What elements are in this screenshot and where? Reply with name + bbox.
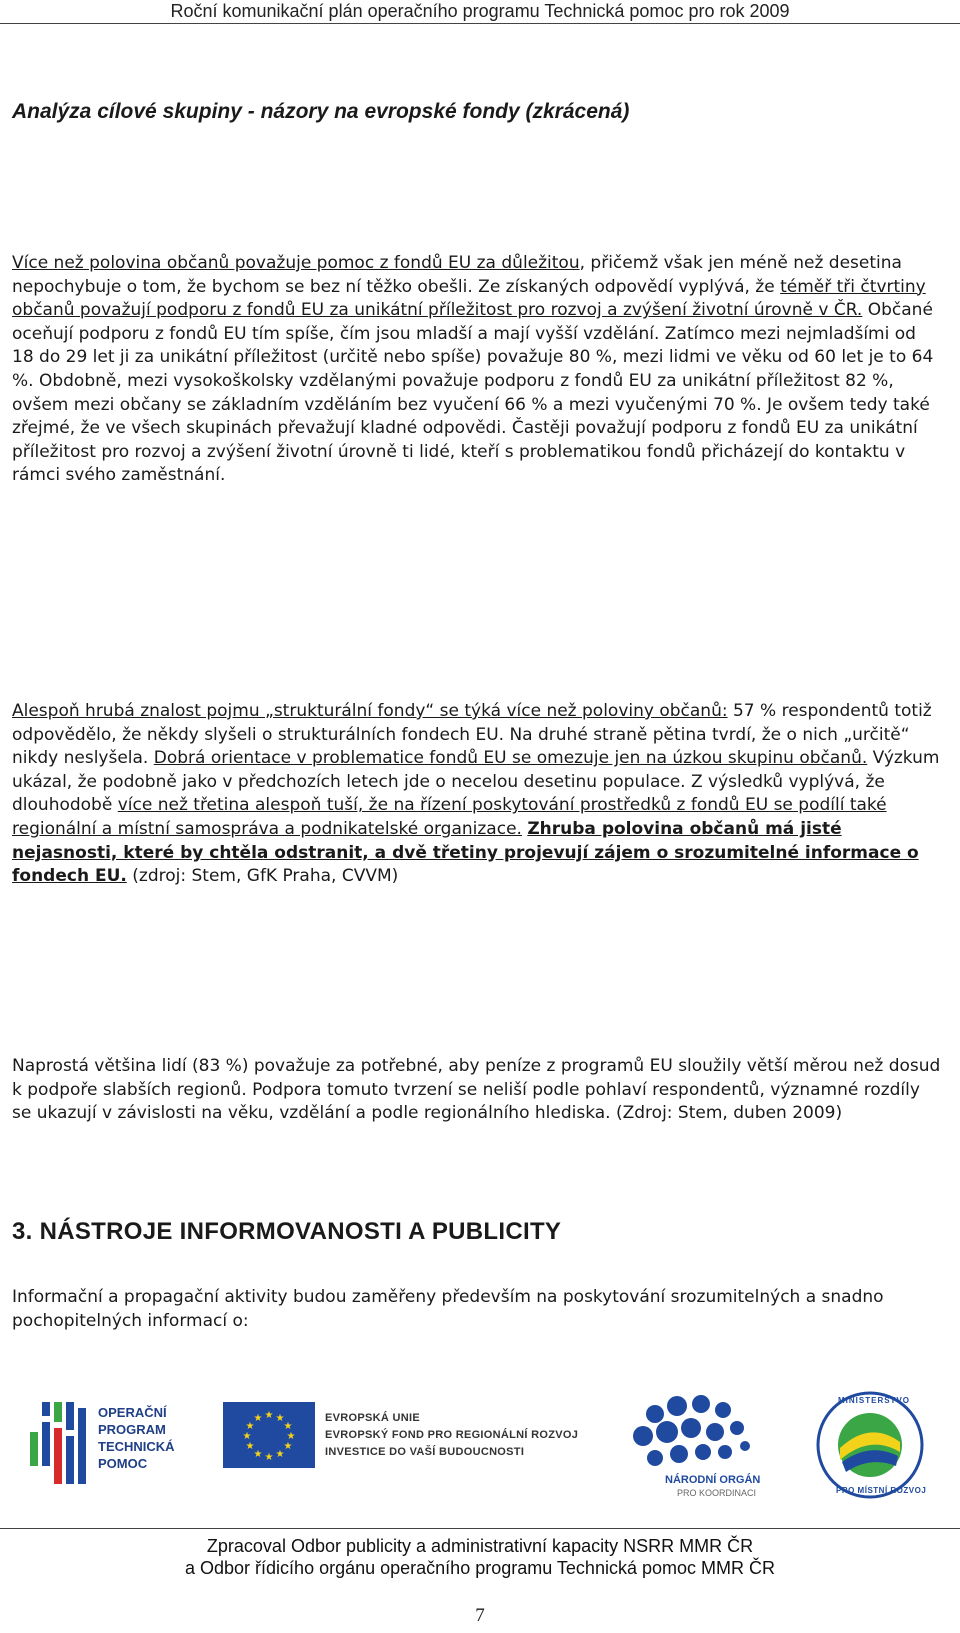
logo-strip xyxy=(0,1390,960,1510)
page-footer xyxy=(0,1535,960,1579)
optp-line-3: TECHNICKÁ xyxy=(98,1439,175,1454)
svg-text:★: ★ xyxy=(253,1413,263,1424)
paragraph-public-opinion xyxy=(12,252,942,488)
mmr-seal-icon xyxy=(812,1390,928,1500)
p2-segment-1: Alespoň hrubá znalost pojmu „strukturální fondy“ se týká více než poloviny občanů: xyxy=(12,701,728,721)
p2-segment-7: Zhruba polovina občanů má jisté nejasnosti, které by chtěla odstranit, a dvě třetiny projevují zájem o srozumitelné informace o fondech EU. xyxy=(12,818,919,887)
header-title: Roční komunikační plán operačního programu Technická pomoc pro rok 2009 xyxy=(170,1,790,21)
eu-flag-icon xyxy=(223,1402,315,1468)
svg-text:★: ★ xyxy=(253,1449,263,1460)
header-rule xyxy=(0,23,960,24)
nok-line-2: PRO KOORDINACI xyxy=(677,1488,757,1498)
paragraph-info-activities: Informační a propagační aktivity budou zaměřeny především na poskytování srozumitelných a snadno pochopitelných informací o: xyxy=(12,1287,884,1331)
eu-line-3: INVESTICE DO VAŠÍ BUDOUCNOSTI xyxy=(325,1446,525,1458)
p2-segment-4: Výzkum ukázal, že podobně jako v předchozích letech jde o necelou desetinu populace. Z výsledků vyplývá, že dlouhodobě xyxy=(12,748,940,816)
p1-segment-3: téměř tři čtvrtiny občanů považují podporu z fondů EU za unikátní příležitost pro rozvoj a zvýšení životní úrovně v ČR. xyxy=(12,276,926,321)
page-header xyxy=(0,0,960,30)
page-number: 7 xyxy=(475,1605,485,1626)
svg-text:★: ★ xyxy=(283,1421,293,1432)
p2-segment-3: Dobrá orientace v problematice fondů EU se omezuje jen na úzkou skupinu občanů. xyxy=(153,748,868,769)
chapter-heading: 3. NÁSTROJE INFORMOVANOSTI A PUBLICITY xyxy=(12,1218,562,1245)
p2-segment-2: 57 % respondentů totiž odpovědělo, že někdy slyšeli o strukturálních fondech EU. Na druhé straně pětina tvrdí, že o nich „určitě“ nikdy neslyšela. xyxy=(12,701,932,769)
eu-logo-text xyxy=(325,1410,578,1461)
mmr-line-1: MINISTERSTVO xyxy=(838,1396,911,1405)
section-title: Analýza cílové skupiny - názory na evropské fondy (zkrácená) xyxy=(12,100,630,123)
eu-stars-icon xyxy=(223,1402,315,1468)
nok-logo xyxy=(625,1392,775,1502)
svg-text:★: ★ xyxy=(242,1431,252,1442)
svg-text:★: ★ xyxy=(275,1413,285,1424)
svg-text:★: ★ xyxy=(245,1441,255,1452)
nok-dots-icon xyxy=(625,1392,775,1476)
optp-line-1: OPERAČNÍ xyxy=(98,1405,167,1420)
eu-line-1: EVROPSKÁ UNIE xyxy=(325,1412,420,1424)
paragraph-structural-funds xyxy=(12,700,942,889)
p1-segment-4: Občané oceňují podporu z fondů EU tím spíše, čím jsou mladší a mají vyšší vzdělání. Zatímco mezi nejmladšími od 18 do 29 let ji za unikátní příležitost (určitě nebo spíše) považuje 80 %, mezi lidmi ve věku od 60 let je to 64 %. Obdobně, mezi vysokoškolsky vzdělanými považuje podporu z fondů EU za unikátní příležitost 82 %, ovšem mezi občany se základním vzděláním bez vyučení 66 % a mezi vyučenými 70 %. Je ovšem tedy také zřejmé, že ve všech skupinách převažují kladné odpovědi. Častěji považují podporu z fondů EU za unikátní příležitost pro rozvoj a zvýšení životní úrovně ti lidé, kteří s problematikou fondů přicházejí do kontaktu v rámci svého zaměstnání. xyxy=(12,300,934,486)
eu-line-2: EVROPSKÝ FOND PRO REGIONÁLNÍ ROZVOJ xyxy=(325,1429,579,1441)
svg-text:★: ★ xyxy=(264,1452,274,1463)
optp-line-4: POMOC xyxy=(98,1456,148,1471)
p1-segment-1: Více než polovina občanů považuje pomoc z fondů EU za důležitou xyxy=(12,253,580,273)
svg-text:★: ★ xyxy=(283,1441,293,1452)
svg-text:★: ★ xyxy=(264,1410,274,1421)
p2-segment-5: více než třetina alespoň tuší, že na řízení poskytování prostředků z fondů EU se podílí také regionální a místní samospráva a podnikatelské organizace. xyxy=(12,795,887,839)
nok-line-1: NÁRODNÍ ORGÁN xyxy=(665,1474,761,1486)
p2-segment-8: (zdroj: Stem, GfK Praha, CVVM) xyxy=(126,866,399,887)
svg-text:★: ★ xyxy=(286,1431,296,1442)
optp-line-2: PROGRAM xyxy=(98,1422,166,1437)
footer-line-2: a Odbor řídicího orgánu operačního programu Technická pomoc MMR ČR xyxy=(185,1558,775,1578)
p1-segment-2: , přičemž však jen méně než desetina nepochybuje o tom, že bychom se bez ní těžko obešli. Ze získaných odpovědí vyplývá, že xyxy=(12,253,902,297)
mmr-logo xyxy=(812,1390,928,1500)
footer-rule xyxy=(0,1528,960,1529)
footer-line-1: Zpracoval Odbor publicity a administrativní kapacity NSRR MMR ČR xyxy=(206,1536,754,1556)
svg-text:★: ★ xyxy=(245,1421,255,1432)
paragraph-regions: Naprostá většina lidí (83 %) považuje za potřebné, aby peníze z programů EU sloužily větší měrou než dosud k podpoře slabších regionů. Podpora tomuto tvrzení se neliší podle pohlaví respondentů, významné rozdíly se ukazují v závislosti na věku, vzdělání a podle regionálního hlediska. (Zdroj: Stem, duben 2009) xyxy=(12,1056,941,1124)
optp-logo-text xyxy=(98,1404,175,1472)
svg-text:★: ★ xyxy=(275,1449,285,1460)
mmr-line-2: PRO MÍSTNÍ ROZVOJ xyxy=(836,1486,927,1495)
